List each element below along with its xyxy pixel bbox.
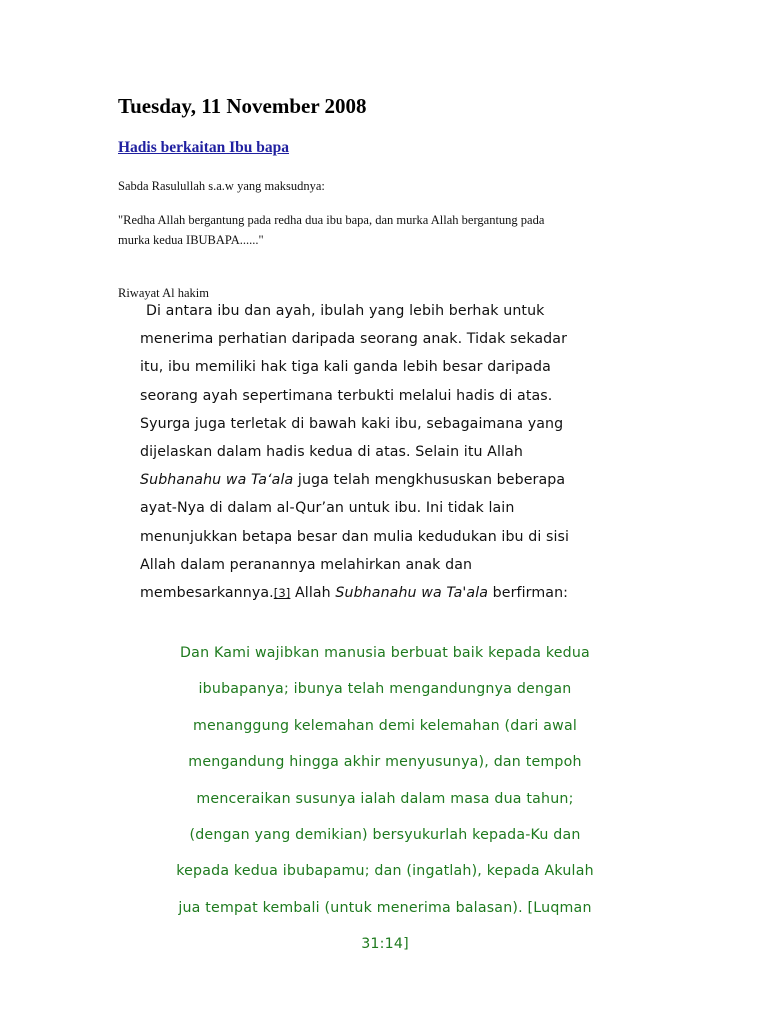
hadith-intro: Sabda Rasulullah s.a.w yang maksudnya: <box>118 179 325 193</box>
verse-line-4: mengandung hingga akhir menyusunya), dan tempoh <box>188 754 582 771</box>
article-line-11 <box>140 579 620 607</box>
article-line-7-italic: Subhanahu wa Ta‘ala <box>140 472 294 489</box>
article-line-4: seorang ayah sepertimana terbukti melalui hadis di atas. <box>140 387 553 404</box>
article-line-8: ayat-Nya di dalam al-Qur’an untuk ibu. Ini tidak lain <box>140 500 515 517</box>
article-line-11-mid: Allah <box>290 585 336 602</box>
article-line-9: menunjukkan betapa besar dan mulia kedudukan ibu di sisi <box>140 528 570 545</box>
footnote-ref-link[interactable]: [3] <box>273 586 291 601</box>
article-line-5: Syurga juga terletak di bawah kaki ibu, sebagaimana yang <box>140 415 564 432</box>
article-line-6: dijelaskan dalam hadis kedua di atas. Selain itu Allah <box>140 444 523 461</box>
article-line-11-end: berfirman: <box>488 585 569 602</box>
verse-line-1: Dan Kami wajibkan manusia berbuat baik kepada kedua <box>180 645 590 661</box>
post-date-heading: Tuesday, 11 November 2008 <box>118 94 367 118</box>
article-line-2: menerima perhatian daripada seorang anak. Tidak sekadar <box>140 331 568 348</box>
verse-line-7: kepada kedua ibubapamu; dan (ingatlah), kepada Akulah <box>176 863 594 880</box>
hadith-quote-line-2: murka kedua IBUBAPA......" <box>118 233 264 247</box>
verse-line-5: menceraikan susunya ialah dalam masa dua tahun; <box>196 790 574 807</box>
hadith-quote-line-1: "Redha Allah bergantung pada redha dua ibu bapa, dan murka Allah bergantung pada <box>118 213 545 227</box>
hadith-source: Riwayat Al hakim <box>118 286 209 300</box>
article-line-10: Allah dalam peranannya melahirkan anak dan <box>140 556 473 573</box>
quran-verse <box>110 635 660 963</box>
verse-line-8: jua tempat kembali (untuk menerima balasan). [Luqman <box>178 899 592 916</box>
verse-line-3: menanggung kelemahan demi kelemahan (dari awal <box>192 717 578 734</box>
verse-line-6: (dengan yang demikian) bersyukurlah kepada-Ku dan <box>189 827 581 844</box>
verse-line-2: ibubapanya; ibunya telah mengandungnya dengan <box>198 681 572 698</box>
post-title-link[interactable]: Hadis berkaitan Ibu bapa <box>118 139 289 156</box>
verse-line-9: 31:14] <box>361 936 409 953</box>
article-line-7 <box>140 466 620 494</box>
hadith-quote <box>118 210 658 250</box>
article-line-7-rest: juga telah mengkhususkan beberapa <box>293 472 566 489</box>
article-line-11-italic: Subhanahu wa Ta'ala <box>335 585 489 602</box>
post-title <box>118 137 289 159</box>
article-line-11-start: membesarkannya. <box>140 585 274 602</box>
article-line-1: Di antara ibu dan ayah, ibulah yang lebih berhak untuk <box>146 303 545 319</box>
article-paragraph <box>140 297 620 607</box>
article-line-3: itu, ibu memiliki hak tiga kali ganda lebih besar daripada <box>140 359 551 376</box>
